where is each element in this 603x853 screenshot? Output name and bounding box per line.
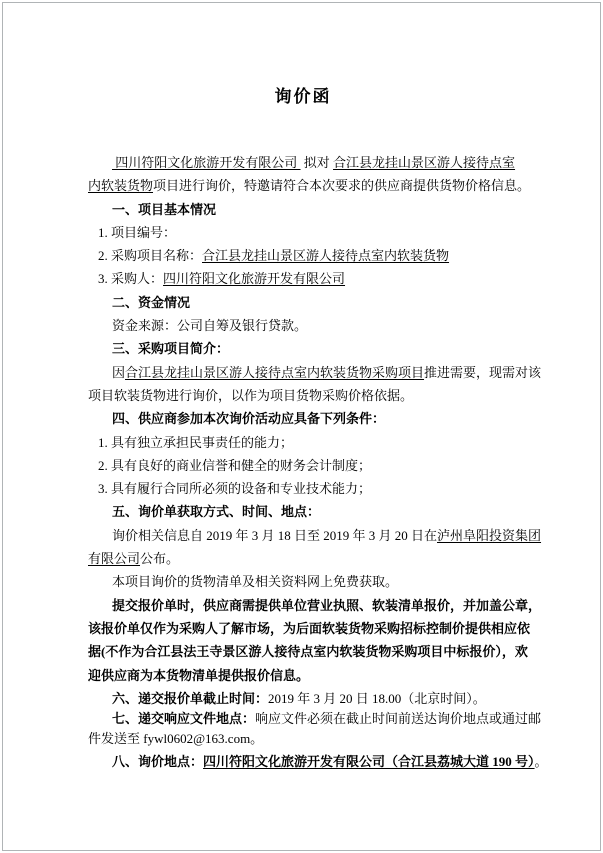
underlined-text: 合江县龙挂山景区游人接待点室 (333, 155, 516, 170)
document-title: 询价函 (274, 87, 332, 106)
heading-section-4: 四、供应商参加本次询价活动应具备下列条件： (112, 411, 386, 427)
section5-line-1: 询价相关信息自 2019 年 3 月 18 日至 2019 年 3 月 20 日在泸州阜阳投资集团 (112, 527, 542, 543)
underlined-text: 内软装货物 (88, 178, 154, 194)
heading-section-8: 八、询价地点：四川符阳文化旅游开发有限公司（合江县荔城大道 190 号）。 (112, 754, 548, 770)
section5-line-2: 有限公司公布。 (88, 551, 180, 567)
item-4-3: 3. 具有履行合同所必须的设备和专业技术能力； (98, 481, 372, 497)
funding-source: 资金来源：公司自筹及银行贷款。 (112, 318, 308, 334)
underlined-text: 合江县龙挂山景区游人接待点室内软装货物采购项目 (125, 364, 425, 380)
heading-section-6: 六、递交报价单截止时间：2019 年 3 月 20 日 18.00（北京时间）。 (112, 690, 486, 706)
notice-line-1: 提交报价单时，供应商需提供单位营业执照、软装清单报价，并加盖公章， (112, 597, 542, 613)
underlined-text: 有限公司 (88, 551, 141, 567)
intro3-line-1: 因合江县龙挂山景区游人接待点室内软装货物采购项目推进需要，现需对该 (112, 364, 542, 380)
heading-section-5: 五、询价单获取方式、时间、地点： (112, 504, 321, 520)
item-1-1: 1. 项目编号： (98, 224, 177, 240)
underlined-text: 四川符阳文化旅游开发有限公司 (112, 155, 301, 170)
heading-section-1: 一、项目基本情况 (112, 201, 217, 217)
underlined-text: 泸州阜阳投资集团 (437, 527, 542, 543)
notice-line-3: 据(不作为合江县法王寺景区游人接待点室内软装货物采购项目中标报价），欢 (88, 644, 528, 660)
notice-line-4: 迎供应商为本货物清单提供报价信息。 (88, 667, 310, 683)
heading-section-2: 二、资金情况 (112, 294, 191, 310)
heading-section-3: 三、采购项目简介： (112, 341, 230, 357)
intro3-line-2: 项目软装货物进行询价，以作为项目货物采购价格依据。 (88, 387, 414, 403)
item-4-1: 1. 具有独立承担民事责任的能力； (98, 434, 294, 450)
heading-section-7: 七、递交响应文件地点：响应文件必须在截止时间前送达询价地点或通过邮 (112, 711, 542, 727)
item-4-2: 2. 具有良好的商业信誉和健全的财务会计制度； (98, 457, 372, 473)
intro-line-1: 四川符阳文化旅游开发有限公司 拟对 合江县龙挂山景区游人接待点室 (112, 155, 516, 170)
underlined-text: 合江县龙挂山景区游人接待点室内软装货物 (202, 248, 450, 264)
item-1-2: 2. 采购项目名称：合江县龙挂山景区游人接待点室内软装货物 (98, 248, 450, 264)
section5-line-3: 本项目询价的货物清单及相关资料网上免费获取。 (112, 574, 399, 590)
notice-line-2: 该报价单仅作为采购人了解市场，为后面软装货物采购招标控制价提供相应依 (88, 620, 531, 636)
document-content (88, 87, 548, 774)
underlined-text: 四川符阳文化旅游开发有限公司（合江县荔城大道 190 号） (203, 754, 535, 770)
section7-line-2: 件发送至 fywl0602@163.com。 (88, 731, 264, 747)
item-1-3: 3. 采购人：四川符阳文化旅游开发有限公司 (98, 271, 346, 287)
document-page (2, 2, 601, 851)
underlined-text: 四川符阳文化旅游开发有限公司 (163, 271, 346, 287)
intro-line-2: 内软装货物项目进行询价，特邀请符合本次要求的供应商提供货物价格信息。 (88, 178, 531, 194)
document-body (88, 151, 548, 774)
